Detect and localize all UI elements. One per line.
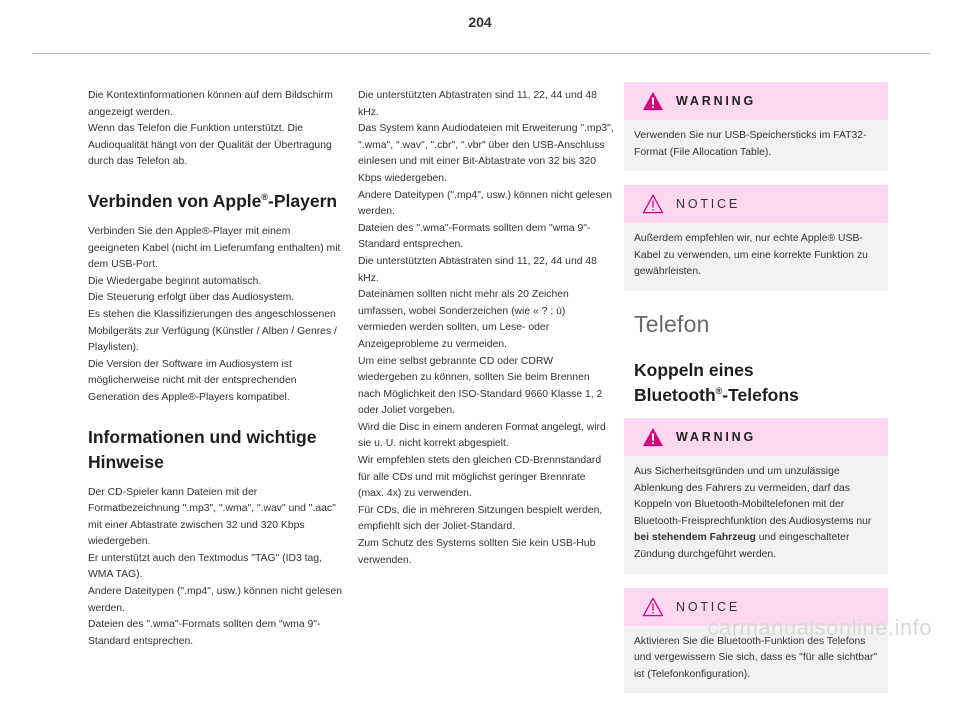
notice-header: [624, 185, 888, 223]
warning-icon: [642, 427, 664, 447]
notice-icon: [642, 194, 664, 214]
intro-paragraph: Die Kontextinformationen können auf dem Bildschirm angezeigt werden. Wenn das Telefon die Funktion unterstützt. Die Audioqualität hängt von der Qualität der Übertragung durch das Telefon ab.: [88, 90, 333, 168]
warning-text: Verwenden Sie nur USB-Speichersticks im FAT32-Format (File Allocation Table).: [634, 130, 867, 158]
notice-label: NOTICE: [676, 197, 741, 212]
info-paragraph: Der CD-Spieler kann Dateien mit der Formatbezeichnung ".mp3", ".wma", ".wav" und ".aac" mit einer Abtastrate zwischen 32 und 320 Kbps wiedergeben. Er unterstützt auch den Textmodus "TAG" (ID3 tag, WMA TAG). Andere Dateitypen (".mp4", usw.) können nicht gelesen werden. Dateien des ".wma"-Formats sollten dem "wma 9"-Standard entsprechen.: [88, 486, 343, 647]
warning-icon: [642, 91, 664, 111]
warning-box-bluetooth: [624, 418, 888, 574]
format-paragraph: Die unterstützten Abtastraten sind 11, 22, 44 und 48 kHz. Das System kann Audiodateien mit Erweiterung ".mp3", ".wma", ".wav", ".cbr", ".vbr" über den USB-Anschluss einlesen und mit einer Bit-Abtastrate von 32 bis 320 Kbps wiedergeben. Andere Dateitypen (".mp4", usw.) können nicht gelesen werden. Dateien des ".wma"-Formats sollten dem "wma 9"-Standard entsprechen. Die unterstützten Abtastraten sind 11, 22, 44 und 48 kHz. Dateinamen sollten nicht mehr als 20 Zeichen umfassen, wobei Sonderzeichen (wie « ? ; ù) vermieden werden sollten, um Lese- oder Anzeigeprobleme zu vermeiden. Um eine selbst gebrannte CD oder CDRW wiedergeben zu können, sollten Sie beim Brennen nach Möglichkeit den ISO-Standard 9660 Klasse 1, 2 oder Joliet vorgeben. Wird die Disc in einem anderen Format angelegt, wird sie u. U. nicht korrekt abgespielt. Wir empfehlen stets den gleichen CD-Brennstandard für alle CDs und mit möglichst geringer Brennrate (max. 4x) zu verwenden. Für CDs, die in mehreren Sitzungen bespielt werden, empfiehlt sich der Joliet-Standard. Zum Schutz des Systems sollten Sie kein USB-Hub verwenden.: [358, 90, 614, 566]
notice-text: Aktivieren Sie die Bluetooth-Funktion des Telefons und vergewissern Sie sich, dass es "für alle sichtbar" ist (Telefonkonfiguration).: [634, 635, 878, 680]
notice-box-apple-cable: [624, 185, 888, 291]
warning-label: WARNING: [676, 94, 757, 108]
warning-header: [624, 82, 888, 120]
apple-paragraph: Verbinden Sie den Apple®-Player mit einem geeigneten Kabel (nicht im Lieferumfang enthalten) mit dem USB-Port. Die Wiedergabe beginnt automatisch. Die Steuerung erfolgt über das Audiosystem. Es stehen die Klassifizierungen des angeschlossenen Mobilgeräts zur Verfügung (Künstler / Alben / Genres / Playlisten). Die Version der Software im Audiosystem ist möglicherweise nicht mit der entsprechenden Generation des Apple®-Players kompatibel.: [88, 225, 341, 403]
chapter-title: Telefon: [634, 310, 710, 337]
column-middle: [358, 88, 614, 569]
section-title-bluetooth: Koppeln eines Bluetooth®-Telefons: [634, 359, 799, 405]
notice-text: Außerdem empfehlen wir, nur echte Apple® USB-Kabel zu verwenden, um eine korrekte Funktion zu gewährleisten.: [634, 233, 868, 278]
section-title-apple: Verbinden von Apple®-Playern: [88, 190, 338, 211]
warning-box-usb: [624, 82, 888, 171]
watermark: carmanualsonline.info: [707, 615, 932, 640]
section-title-info: Informationen und wichtige Hinweise: [88, 426, 317, 472]
column-left: [88, 88, 344, 650]
warning-header: [624, 418, 888, 456]
warning-text: Aus Sicherheitsgründen und um unzulässige Ablenkung des Fahrers zu vermeiden, darf das Koppeln von Bluetooth-Mobiltelefonen mit der Bluetooth-Freisprechfunktion des Audiosystems nur bei stehendem Fahrzeug und eingeschalteter Zündung durchgeführt werden.: [634, 465, 872, 560]
header-divider: [32, 53, 930, 54]
notice-label: NOTICE: [676, 599, 741, 614]
page-number: 204: [468, 14, 492, 30]
notice-icon: [642, 597, 664, 617]
warning-label: WARNING: [676, 429, 757, 444]
column-right: [624, 82, 888, 707]
